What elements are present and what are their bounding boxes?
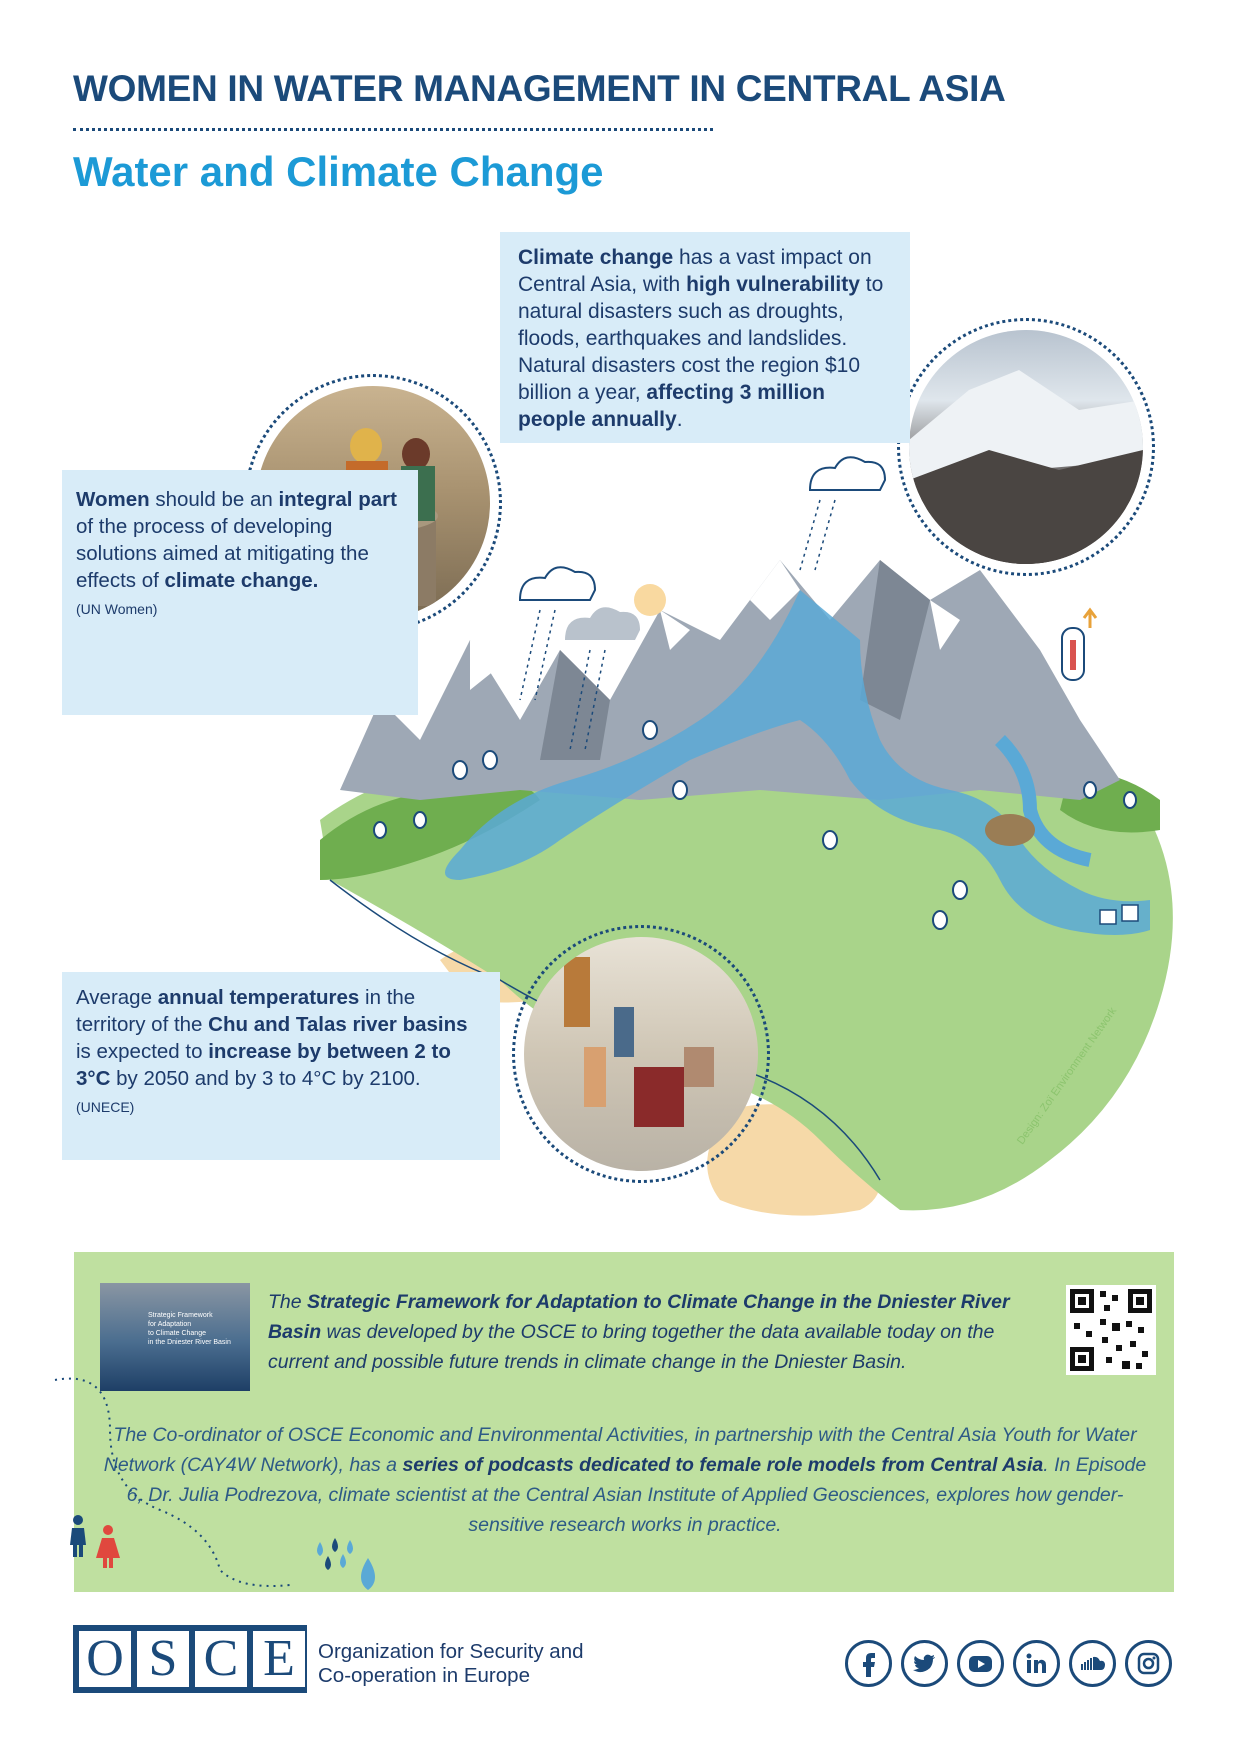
facebook-icon[interactable]: [845, 1640, 892, 1687]
cover-line: to Climate Change: [148, 1330, 206, 1337]
org-name-line: Co-operation in Europe: [318, 1664, 530, 1687]
design-credit: Design: Zoï Environment Network: [1015, 1005, 1120, 1147]
logo-letter: O: [79, 1631, 131, 1687]
publication-text: was developed by the OSCE to bring together the data available today on the current and possible future trends in climate change in the Dniester Basin.: [268, 1321, 995, 1373]
youtube-icon[interactable]: [957, 1640, 1004, 1687]
callout-bold: high vulnerability: [686, 273, 860, 296]
publication-title-link[interactable]: Strategic Framework for Adaptation to Climate Change in the Dniester River Basin: [268, 1291, 1010, 1343]
logo-letter: C: [195, 1631, 247, 1687]
callout-bold: annual temperatures: [157, 986, 360, 1009]
logo-letter: S: [137, 1631, 189, 1687]
title-divider: [73, 128, 713, 131]
callout-bold: climate change.: [164, 569, 319, 592]
cover-line: in the Dniester River Basin: [148, 1339, 231, 1346]
callout-bold: affecting 3 million people annually: [518, 381, 825, 431]
climate-change-callout: [500, 232, 910, 443]
soundcloud-icon[interactable]: [1069, 1640, 1116, 1687]
logo-letter: E: [253, 1631, 305, 1687]
instagram-icon[interactable]: [1125, 1640, 1172, 1687]
callout-bold: integral part: [278, 488, 397, 511]
decorative-path: [50, 1370, 390, 1600]
page-title: WOMEN IN WATER MANAGEMENT IN CENTRAL ASIA: [73, 68, 1006, 109]
mountain-valley-photo: [909, 330, 1143, 564]
callout-text: has a vast impact on Central Asia, with: [518, 246, 872, 296]
callout-text: of the process of developing solutions aimed at mitigating the effects of: [76, 515, 369, 592]
podcast-text: The Co-ordinator of OSCE Economic and Environmental Activities, in partnership with the Central Asia Youth for Water Network (CAY4W Network), has a: [103, 1424, 1137, 1476]
callout-text: .: [676, 408, 683, 431]
twitter-icon[interactable]: [901, 1640, 948, 1687]
osce-logo[interactable]: [73, 1625, 307, 1693]
page-subtitle: Water and Climate Change: [73, 148, 604, 195]
callout-bold: increase by between 2 to 3°C: [76, 1040, 451, 1090]
qr-code[interactable]: [1066, 1285, 1156, 1375]
callout-text: in the territory of the: [76, 986, 416, 1036]
cover-line: for Adaptation: [148, 1321, 192, 1328]
org-name-line: Organization for Security and: [318, 1640, 584, 1663]
podcast-series-link[interactable]: series of podcasts dedicated to female role models from Central Asia: [402, 1454, 1044, 1476]
publication-description: [268, 1287, 1058, 1377]
callout-bold: Chu and Talas river basins: [208, 1013, 468, 1036]
temperature-callout: [62, 972, 500, 1160]
callout-text: is expected to: [76, 1040, 209, 1063]
callout-source: (UNECE): [76, 1099, 135, 1115]
women-callout: [62, 470, 418, 715]
callout-bold: Women: [76, 488, 150, 511]
callout-text: should be an: [149, 488, 279, 511]
organization-name: [318, 1640, 584, 1688]
podcast-text: . In Episode 6, Dr. Julia Podrezova, climate scientist at the Central Asian Institute of Applied Geosciences, explores how gender-sensitive research works in practice.: [126, 1454, 1147, 1536]
linkedin-icon[interactable]: [1013, 1640, 1060, 1687]
water-drops-icon: [317, 1538, 375, 1590]
callout-text: Average: [76, 986, 158, 1009]
children-by-water-photo: [524, 937, 758, 1171]
cover-line: Strategic Framework: [148, 1312, 213, 1319]
callout-bold: Climate change: [518, 246, 674, 269]
callout-text: to natural disasters such as droughts, floods, earthquakes and landslides. Natural disasters cost the region $10 billion a year,: [518, 273, 884, 404]
woman-icon: [96, 1525, 120, 1568]
man-icon: [70, 1515, 86, 1557]
callout-source: (UN Women): [76, 601, 158, 617]
callout-text: by 2050 and by 3 to 4°C by 2100.: [110, 1067, 421, 1090]
publication-text: The: [268, 1291, 308, 1313]
